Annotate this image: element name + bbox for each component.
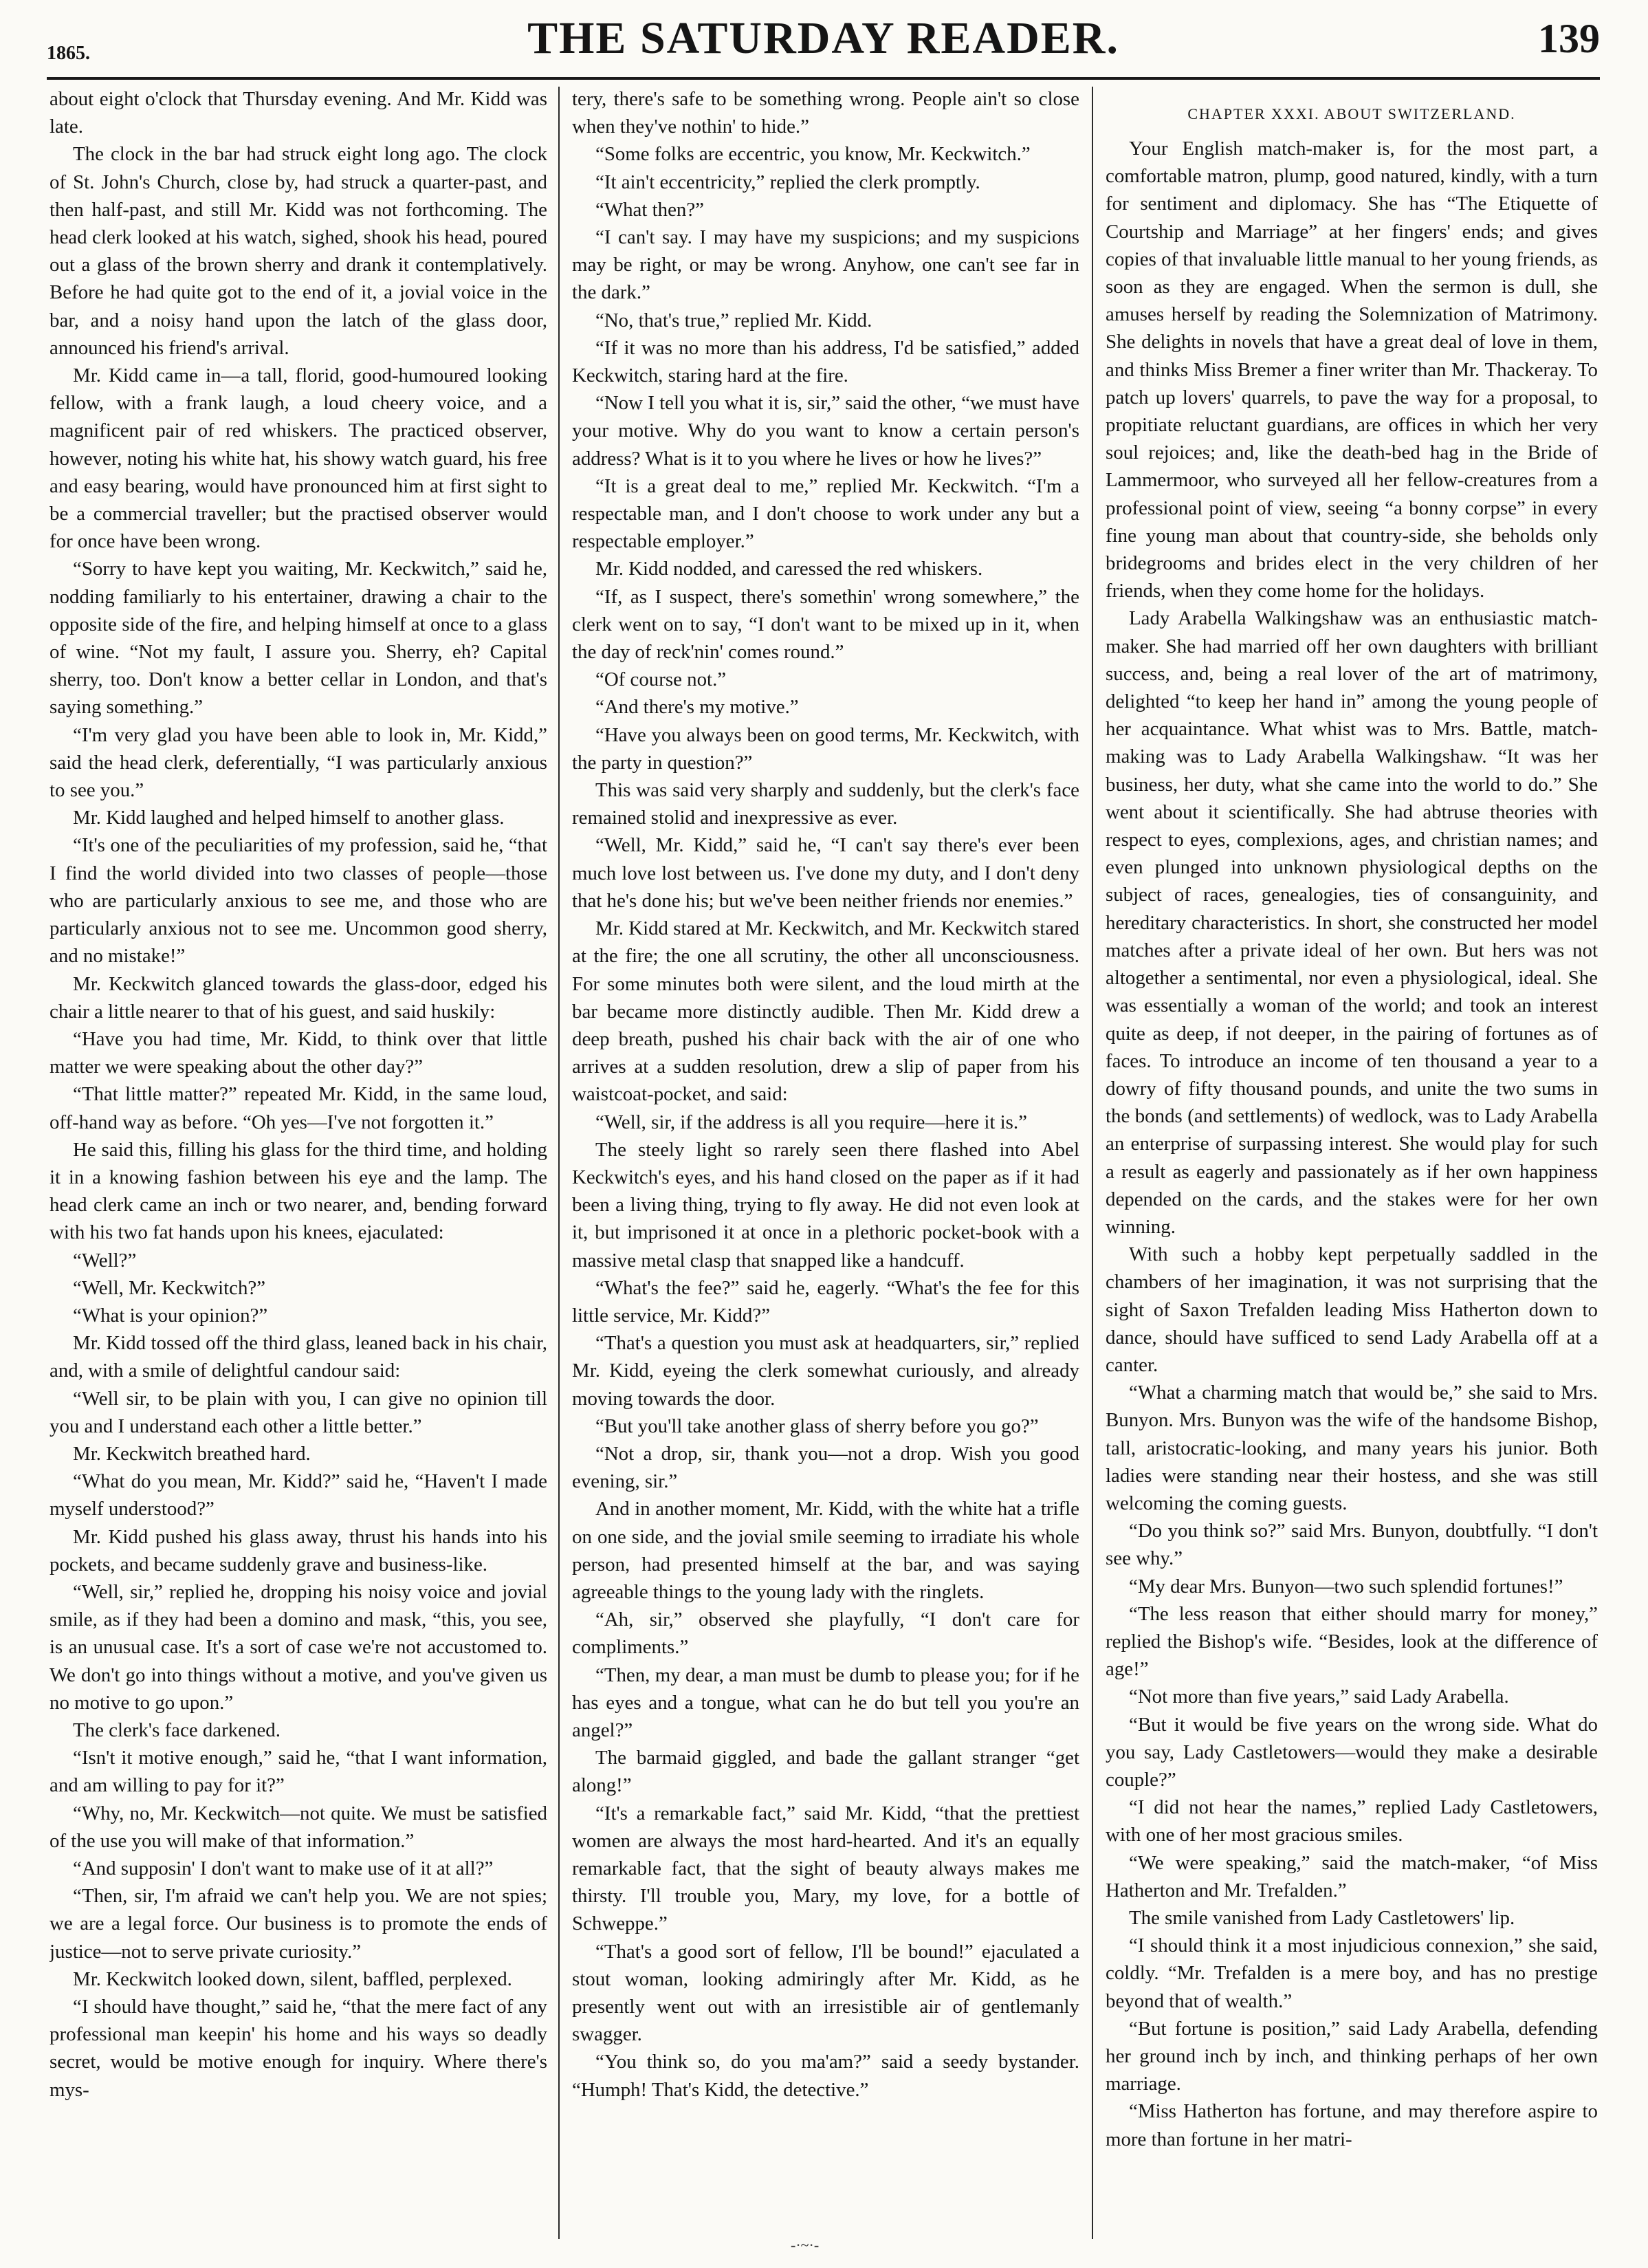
paragraph: “What a charming match that would be,” she said to Mrs. Bunyon. Mrs. Bunyon was the wife of the handsome Bishop, tall, aristocratic-looking, and many years his junior. Both ladies were standing near their hostess, and she was still welcoming the coming guests.: [1106, 1382, 1598, 1514]
paragraph: “Well?”: [73, 1249, 137, 1272]
paragraph: “Ah, sir,” observed she playfully, “I don't care for compliments.”: [572, 1609, 1079, 1659]
chapter-heading: CHAPTER XXXI. ABOUT SWITZERLAND.: [1187, 105, 1516, 122]
paragraph: “It's one of the peculiarities of my profession, said he, “that I find the world divided into two classes of people—those who are particularly anxious to see me, and those who are particularly anxious not to see me. Uncommon good sherry, and no mistake!”: [50, 834, 547, 968]
paragraph: The smile vanished from Lady Castletowers' lip.: [1129, 1907, 1515, 1929]
paragraph: Lady Arabella Walkingshaw was an enthusiastic match-maker. She had married off her own daughters with brilliant success, and, being a real lover of the art of matrimony, delighted “to keep her hand in” among the young people of her acquaintance. What whist was to Mrs. Battle, match-making was to Lady Arabella Walkingshaw. “It was her business, her duty, what she came into the world to do.” She went about it scientifically. She had abtruse theories with respect to eyes, complexions, ages, and christian names; and even plunged into unknown physiological depths on the subject of races, genealogies, ties of consanguinity, and hereditary characteristics. In short, she constructed her model matches after a private ideal of her own. But hers was not altogether a sentimental, nor even a physiological, ideal. She was essentially a woman of the world; and took an interest quite as deep, if not deeper, in the pairing of fortunes as of faces. To introduce an income of ten thousand a year to a dowry of fifty thousand pounds, and unite the two sums in the bonds (and settlements) of wedlock, was to Lady Arabella an enterprise of surpassing interest. She would play for such a result as eagerly and passionately as if her own happiness depended on the cards, and the stakes were for her own winning.: [1106, 607, 1598, 1238]
paragraph: “I did not hear the names,” replied Lady Castletowers, with one of her most gracious smiles.: [1106, 1796, 1598, 1846]
text-column-1: [50, 85, 547, 2251]
paragraph: “Do you think so?” said Mrs. Bunyon, doubtfully. “I don't see why.”: [1106, 1520, 1598, 1570]
paragraph: “Some folks are eccentric, you know, Mr. Keckwitch.”: [595, 143, 1031, 166]
footer-ornament: -·~·-: [791, 2236, 820, 2254]
paragraph: “That's a question you must ask at headquarters, sir,” replied Mr. Kidd, eyeing the clerk somewhat curiously, and already moving towards the door.: [572, 1332, 1079, 1410]
paragraph: “Well, sir, if the address is all you require—here it is.”: [595, 1111, 1027, 1133]
publication-title: THE SATURDAY READER.: [527, 13, 1119, 63]
paragraph: “Well, Mr. Kidd,” said he, “I can't say there's ever been much love lost between us. I've done my duty, and I don't deny that he's done his; but we've been neither friends nor enemies.”: [572, 834, 1079, 912]
issue-year: 1865.: [47, 43, 90, 64]
paragraph: Mr. Kidd stared at Mr. Keckwitch, and Mr. Keckwitch stared at the fire; the one all scrutiny, the other all unconsciousness. For some minutes both were silent, and the loud mirth at the bar became more distinctly audible. Then Mr. Kidd drew a deep breath, pushed his chair back with the air of one who arrives at a sudden resolution, drew a slip of paper from his waistcoat-pocket, and said:: [572, 917, 1079, 1106]
paragraph: “Well, sir,” replied he, dropping his noisy voice and jovial smile, as if they had been a domino and mask, “this, you see, is an unusual case. It's a sort of case we're not accustomed to. We don't go into things without a motive, and you've given us no motive to go upon.”: [50, 1580, 547, 1714]
paragraph: The clock in the bar had struck eight long ago. The clock of St. John's Church, close by, had struck a quarter-past, and then half-past, and still Mr. Kidd was not forthcoming. The head clerk looked at his watch, sighed, shook his head, poured out a glass of the brown sherry and drank it contemplatively. Before he had quite got to the end of it, a jovial voice in the bar, and a noisy hand upon the latch of the glass door, announced his friend's arrival.: [50, 143, 547, 359]
paragraph: “Of course not.”: [595, 668, 727, 691]
paragraph: The steely light so rarely seen there flashed into Abel Keckwitch's eyes, and his hand closed on the paper as if it had been a living thing, trying to fly away. He did not even look at it, but imprisoned it at once in a plethoric pocket-book with a massive metal clasp that snapped like a handcuff.: [572, 1138, 1079, 1272]
paragraph: And in another moment, Mr. Kidd, with the white hat a trifle on one side, and the jovial smile seeming to irradiate his whole person, had presented himself at the bar, and was saying agreeable things to the young lady with the ringlets.: [572, 1498, 1079, 1603]
masthead-rule: [47, 77, 1600, 80]
paragraph: “Have you had time, Mr. Kidd, to think over that little matter we were speaking about the other day?”: [50, 1027, 547, 1078]
text-column-2: [572, 85, 1079, 2251]
column-divider: [558, 87, 560, 2239]
paragraph: Mr. Kidd nodded, and caressed the red whiskers.: [595, 558, 983, 580]
paragraph: “Have you always been on good terms, Mr. Keckwitch, with the party in question?”: [572, 723, 1079, 774]
paragraph: Mr. Kidd came in—a tall, florid, good-humoured looking fellow, with a frank laugh, a loud cheery voice, and a magnificent pair of red whiskers. The practiced observer, however, noting his white hat, his showy watch guard, his free and easy bearing, would have pronounced him at first sight to be a commercial traveller; but the practised observer would for once have been wrong.: [50, 364, 547, 553]
paragraph: “You think so, do you ma'am?” said a seedy bystander. “Humph! That's Kidd, the detective.”: [572, 2051, 1079, 2101]
paragraph: Your English match-maker is, for the most part, a comfortable matron, plump, good natured, kindly, with a turn for sentiment and diplomacy. She has “The Etiquette of Courtship and Marriage” at her fingers' ends; and gives copies of that invaluable little manual to her young friends, as soon as they are engaged. When the sermon is dull, she amuses herself by reading the Solemnization of Matrimony. She delights in novels that have a great deal of love in them, and thinks Miss Bremer a finer writer than Mr. Thackeray. To patch up lovers' quarrels, to pave the way for a proposal, to propitiate reluctant guardians, are offices in which her very soul rejoices; and, like the death-bed hag in the Bride of Lammermoor, who surveyed all her fellow-creatures from a professional point of view, seeing “a bonny corpse” in every fine young man about that country-side, she beholds only bridegrooms and brides elect in the very children of her friends, when they come home for the holidays.: [1106, 138, 1598, 602]
page-number: 139: [1538, 16, 1600, 61]
paragraph: “I can't say. I may have my suspicions; and my suspicions may be right, or may be wrong. Anyhow, one can't see far in the dark.”: [572, 226, 1079, 304]
paragraph: “What do you mean, Mr. Kidd?” said he, “Haven't I made myself understood?”: [50, 1470, 547, 1520]
paragraph: Mr. Kidd pushed his glass away, thrust his hands into his pockets, and became suddenly grave and business-like.: [50, 1525, 547, 1575]
paragraph: “Then, sir, I'm afraid we can't help you. We are not spies; we are a legal force. Our business is to promote the ends of justice—not to serve private curiosity.”: [50, 1885, 547, 1963]
paragraph: “I should think it a most injudicious connexion,” she said, coldly. “Mr. Trefalden is a mere boy, and has no prestige beyond that of wealth.”: [1106, 1934, 1598, 2012]
paragraph: This was said very sharply and suddenly, but the clerk's face remained stolid and inexpressive as ever.: [572, 779, 1079, 829]
paragraph: “My dear Mrs. Bunyon—two such splendid fortunes!”: [1129, 1575, 1563, 1598]
paragraph: “If it was no more than his address, I'd be satisfied,” added Keckwitch, staring hard at the fire.: [572, 336, 1079, 387]
paragraph: “That little matter?” repeated Mr. Kidd, in the same loud, off-hand way as before. “Oh yes—I've not forgotten it.”: [50, 1083, 547, 1133]
paragraph: “What then?”: [595, 198, 704, 221]
paragraph: “It is a great deal to me,” replied Mr. Keckwitch. “I'm a respectable man, and I don't choose to work under any but a respectable employer.”: [572, 475, 1079, 553]
paragraph: “It's a remarkable fact,” said Mr. Kidd, “that the prettiest women are always the most hard-hearted. And it's an equally remarkable fact, that the sight of beauty always makes me thirsty. I'll trouble you, Mary, my love, for a bottle of Schweppe.”: [572, 1802, 1079, 1935]
paragraph: about eight o'clock that Thursday evening. And Mr. Kidd was late.: [50, 88, 547, 138]
paragraph: He said this, filling his glass for the third time, and holding it in a knowing fashion between his eye and the lamp. The head clerk came an inch or two nearer, and, bending forward with his two fat hands upon his knees, ejaculated:: [50, 1138, 547, 1244]
paragraph: tery, there's safe to be something wrong. People ain't so close when they've nothin' to hide.”: [572, 88, 1079, 138]
paragraph: Mr. Kidd laughed and helped himself to another glass.: [73, 807, 505, 829]
paragraph: “What's the fee?” said he, eagerly. “What's the fee for this little service, Mr. Kidd?”: [572, 1276, 1079, 1327]
paragraph: “Why, no, Mr. Keckwitch—not quite. We must be satisfied of the use you will make of that information.”: [50, 1802, 547, 1852]
paragraph: “But it would be five years on the wrong side. What do you say, Lady Castletowers—would they make a desirable couple?”: [1106, 1713, 1598, 1791]
paragraph: “Isn't it motive enough,” said he, “that I want information, and am willing to pay for it?”: [50, 1747, 547, 1797]
masthead: [47, 10, 1600, 65]
paragraph: “I'm very glad you have been able to look in, Mr. Kidd,” said the head clerk, deferentially, “I was particularly anxious to see you.”: [50, 723, 547, 802]
text-column-3: [1106, 85, 1598, 2251]
paragraph: “I should have thought,” said he, “that the mere fact of any professional man keepin' his home and his ways so deadly secret, would be motive enough for inquiry. Where there's mys-: [50, 1996, 547, 2101]
paragraph: “Sorry to have kept you waiting, Mr. Keckwitch,” said he, nodding familiarly to his entertainer, drawing a chair to the opposite side of the fire, and helping himself at once to a glass of wine. “Not my fault, I assure you. Sherry, eh? Capital sherry, too. Don't know a better cellar in London, and that's saying something.”: [50, 558, 547, 719]
paragraph: The clerk's face darkened.: [73, 1719, 281, 1741]
paragraph: “If, as I suspect, there's somethin' wrong somewhere,” the clerk went on to say, “I don't want to be mixed up in it, when the day of reck'nin' comes round.”: [572, 585, 1079, 664]
paragraph: “Then, my dear, a man must be dumb to please you; for if he has eyes and a tongue, what can he do but tell you you're an angel?”: [572, 1664, 1079, 1741]
paragraph: “But fortune is position,” said Lady Arabella, defending her ground inch by inch, and thinking perhaps of her own marriage.: [1106, 2017, 1598, 2095]
paragraph: “The less reason that either should marry for money,” replied the Bishop's wife. “Besides, look at the difference of age!”: [1106, 1602, 1598, 1681]
paragraph: “It ain't eccentricity,” replied the clerk promptly.: [595, 171, 980, 193]
paragraph: “No, that's true,” replied Mr. Kidd.: [595, 309, 872, 331]
paragraph: “Now I tell you what it is, sir,” said the other, “we must have your motive. Why do you want to know a certain person's address? What is it to you where he lives or how he lives?”: [572, 392, 1079, 470]
paragraph: With such a hobby kept perpetually saddled in the chambers of her imagination, it was not surprising that the sight of Saxon Trefalden leading Miss Hatherton down to dance, should have sufficed to send Lady Arabella off at a canter.: [1106, 1243, 1598, 1376]
paragraph: Mr. Kidd tossed off the third glass, leaned back in his chair, and, with a smile of delightful candour said:: [50, 1332, 547, 1382]
paragraph: “Well sir, to be plain with you, I can give no opinion till you and I understand each other a little better.”: [50, 1387, 547, 1437]
paragraph: “What is your opinion?”: [73, 1304, 268, 1327]
paragraph: “And supposin' I don't want to make use of it at all?”: [73, 1857, 494, 1879]
paragraph: “Not a drop, sir, thank you—not a drop. Wish you good evening, sir.”: [572, 1442, 1079, 1493]
paragraph: “Well, Mr. Keckwitch?”: [73, 1276, 266, 1299]
paragraph: “Miss Hatherton has fortune, and may therefore aspire to more than fortune in her matri-: [1106, 2100, 1598, 2150]
paragraph: “And there's my motive.”: [595, 696, 799, 719]
paragraph: Mr. Keckwitch glanced towards the glass-door, edged his chair a little nearer to that of his guest, and said huskily:: [50, 972, 547, 1023]
paragraph: “That's a good sort of fellow, I'll be bound!” ejaculated a stout woman, looking admiringly after Mr. Kidd, as he presently went out with an irresistible air of gentlemanly swagger.: [572, 1940, 1079, 2046]
paragraph: The barmaid giggled, and bade the gallant stranger “get along!”: [572, 1747, 1079, 1797]
paragraph: “We were speaking,” said the match-maker, “of Miss Hatherton and Mr. Trefalden.”: [1106, 1851, 1598, 1901]
column-divider: [1092, 87, 1093, 2239]
paragraph: “But you'll take another glass of sherry before you go?”: [595, 1415, 1039, 1437]
paragraph: “Not more than five years,” said Lady Arabella.: [1129, 1686, 1509, 1708]
paragraph: Mr. Keckwitch looked down, silent, baffled, perplexed.: [73, 1967, 512, 1990]
paragraph: Mr. Keckwitch breathed hard.: [73, 1442, 311, 1465]
